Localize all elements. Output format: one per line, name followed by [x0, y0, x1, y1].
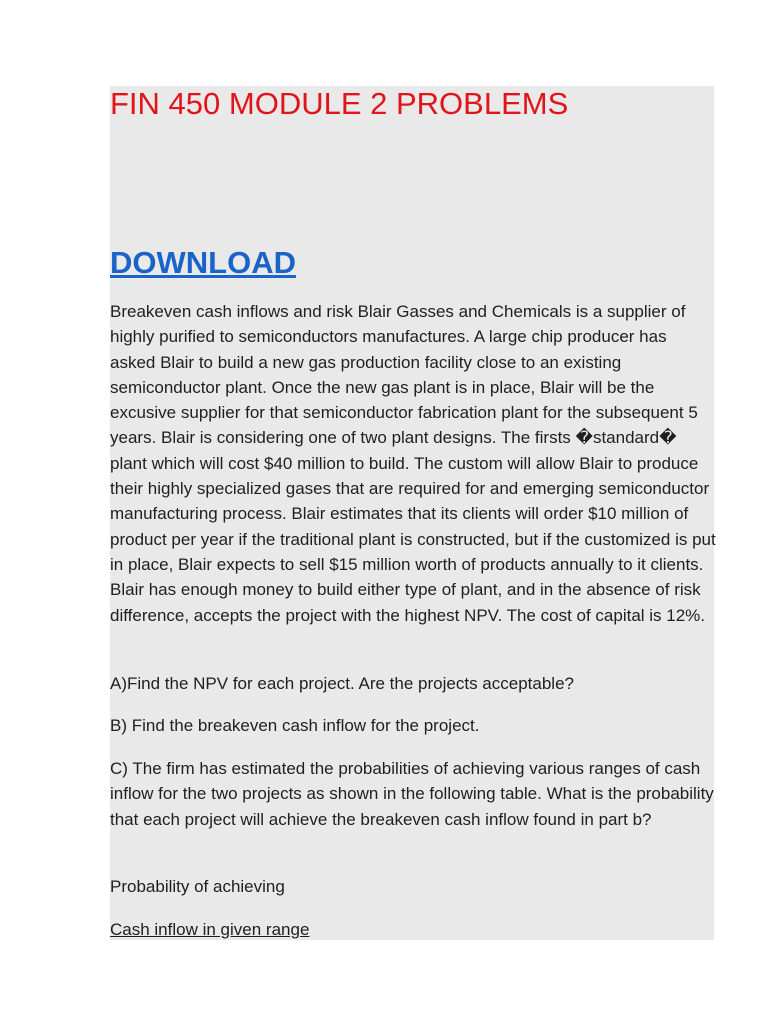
- question-b: B) Find the breakeven cash inflow for the project.: [110, 716, 480, 735]
- problem-description: Breakeven cash inflows and risk Blair Gasses and Chemicals is a supplier of highly purified to semiconductors manufactures. A large chip producer has asked Blair to build a new gas production facility close to an existing semiconductor plant. Once the new gas plant is in place, Blair will be the excusive supplier for that semiconductor fabrication plant for the subsequent 5 years. Blair is considering one of two plant designs. The firsts �standard� plant which will cost $40 million to build. The custom will allow Blair to produce their highly specialized gases that are required for and emerging semiconductor manufacturing process. Blair estimates that its clients will order $10 million of product per year if the traditional plant is constructed, but if the customized is put in place, Blair expects to sell $15 million worth of products annually to it clients. Blair has enough money to build either type of plant, and in the absence of risk difference, accepts the project with the highest NPV. The cost of capital is 12%.: [110, 302, 716, 625]
- probability-label: Probability of achieving: [110, 877, 285, 896]
- document-title: FIN 450 MODULE 2 PROBLEMS: [110, 86, 569, 121]
- question-c: C) The firm has estimated the probabilities of achieving various ranges of cash inflow for the two projects as shown in the following table. What is the probability that each project will achieve the breakeven cash inflow found in part b?: [110, 759, 714, 829]
- cash-inflow-range-label: Cash inflow in given range: [110, 920, 310, 939]
- download-link[interactable]: DOWNLOAD: [110, 245, 296, 280]
- question-a: A)Find the NPV for each project. Are the projects acceptable?: [110, 674, 574, 693]
